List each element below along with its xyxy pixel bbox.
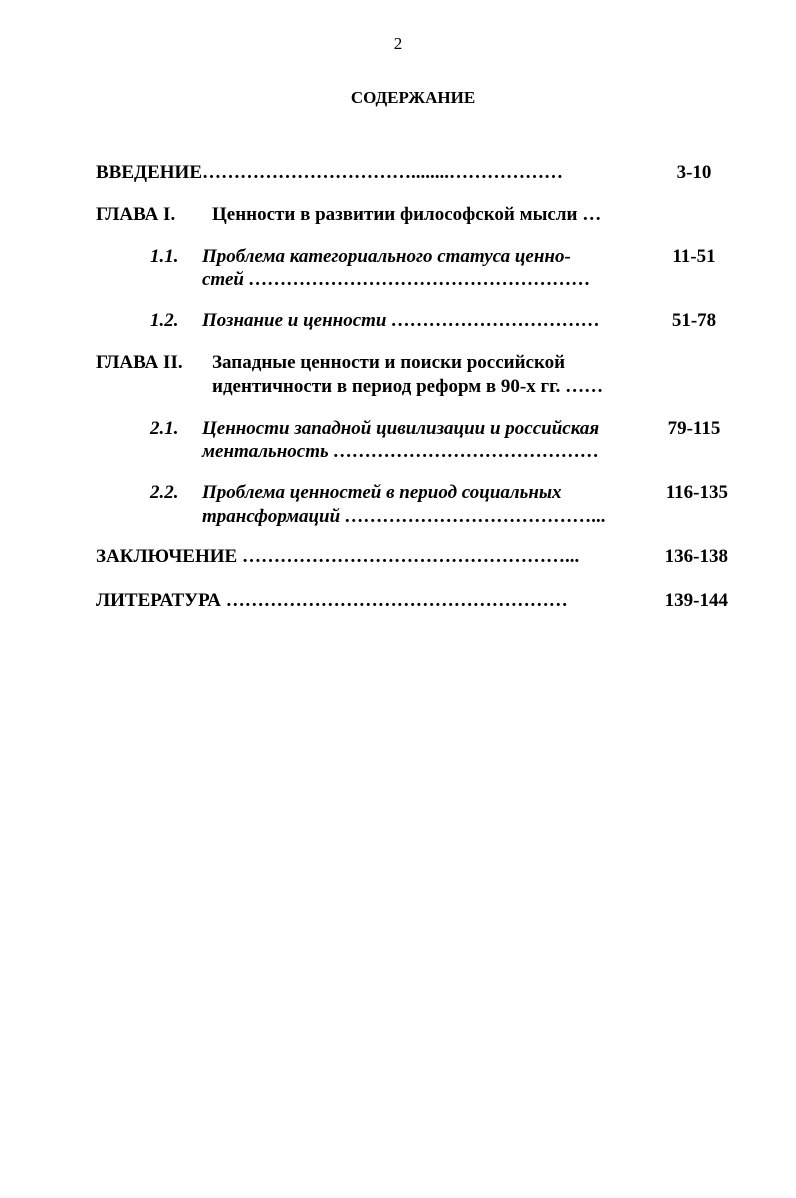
chapter-title: Ценности в развитии философской мысли … — [212, 204, 602, 225]
toc-entry-pages: 51-78 — [671, 310, 717, 331]
toc-entry-title: ВВЕДЕНИЕ……………………………........……………… — [96, 162, 563, 183]
toc-entry-pages: 11-51 — [672, 246, 716, 267]
section-title-line-2: ментальность …………………………………… — [202, 441, 600, 462]
toc-entry-title: ЗАКЛЮЧЕНИЕ ……………………………………………... — [96, 546, 580, 567]
toc-entry-title: ЛИТЕРАТУРА ……………………………………………… — [96, 590, 568, 611]
page-title: СОДЕРЖАНИЕ — [350, 88, 476, 107]
section-number: 2.2. — [150, 482, 179, 503]
chapter-number: ГЛАВА I. — [96, 204, 176, 225]
section-title-line-1: Проблема ценностей в период социальных — [202, 482, 562, 503]
section-number: 1.1. — [150, 246, 179, 267]
section-title-line-1: Проблема категориального статуса ценно- — [202, 246, 571, 267]
section-title-line-2: трансформаций …………………………………... — [202, 506, 607, 527]
section-title-line-1: Познание и ценности …………………………… — [202, 310, 601, 331]
page-number: 2 — [393, 34, 403, 53]
section-title-line-1: Ценности западной цивилизации и российская — [202, 418, 600, 439]
toc-entry-pages: 136-138 — [664, 546, 728, 567]
toc-entry-pages: 116-135 — [665, 482, 728, 503]
chapter-title-line-2: идентичности в период реформ в 90-х гг. …… — [212, 376, 604, 397]
toc-entry-pages: 3-10 — [676, 162, 712, 183]
section-number: 1.2. — [150, 310, 179, 331]
toc-entry-pages: 79-115 — [667, 418, 721, 439]
section-title-line-2: стей ……………………………………………… — [202, 269, 591, 290]
chapter-number: ГЛАВА II. — [96, 352, 183, 373]
toc-entry-pages: 139-144 — [664, 590, 728, 611]
section-number: 2.1. — [150, 418, 179, 439]
chapter-title-line-1: Западные ценности и поиски российской — [212, 352, 566, 373]
